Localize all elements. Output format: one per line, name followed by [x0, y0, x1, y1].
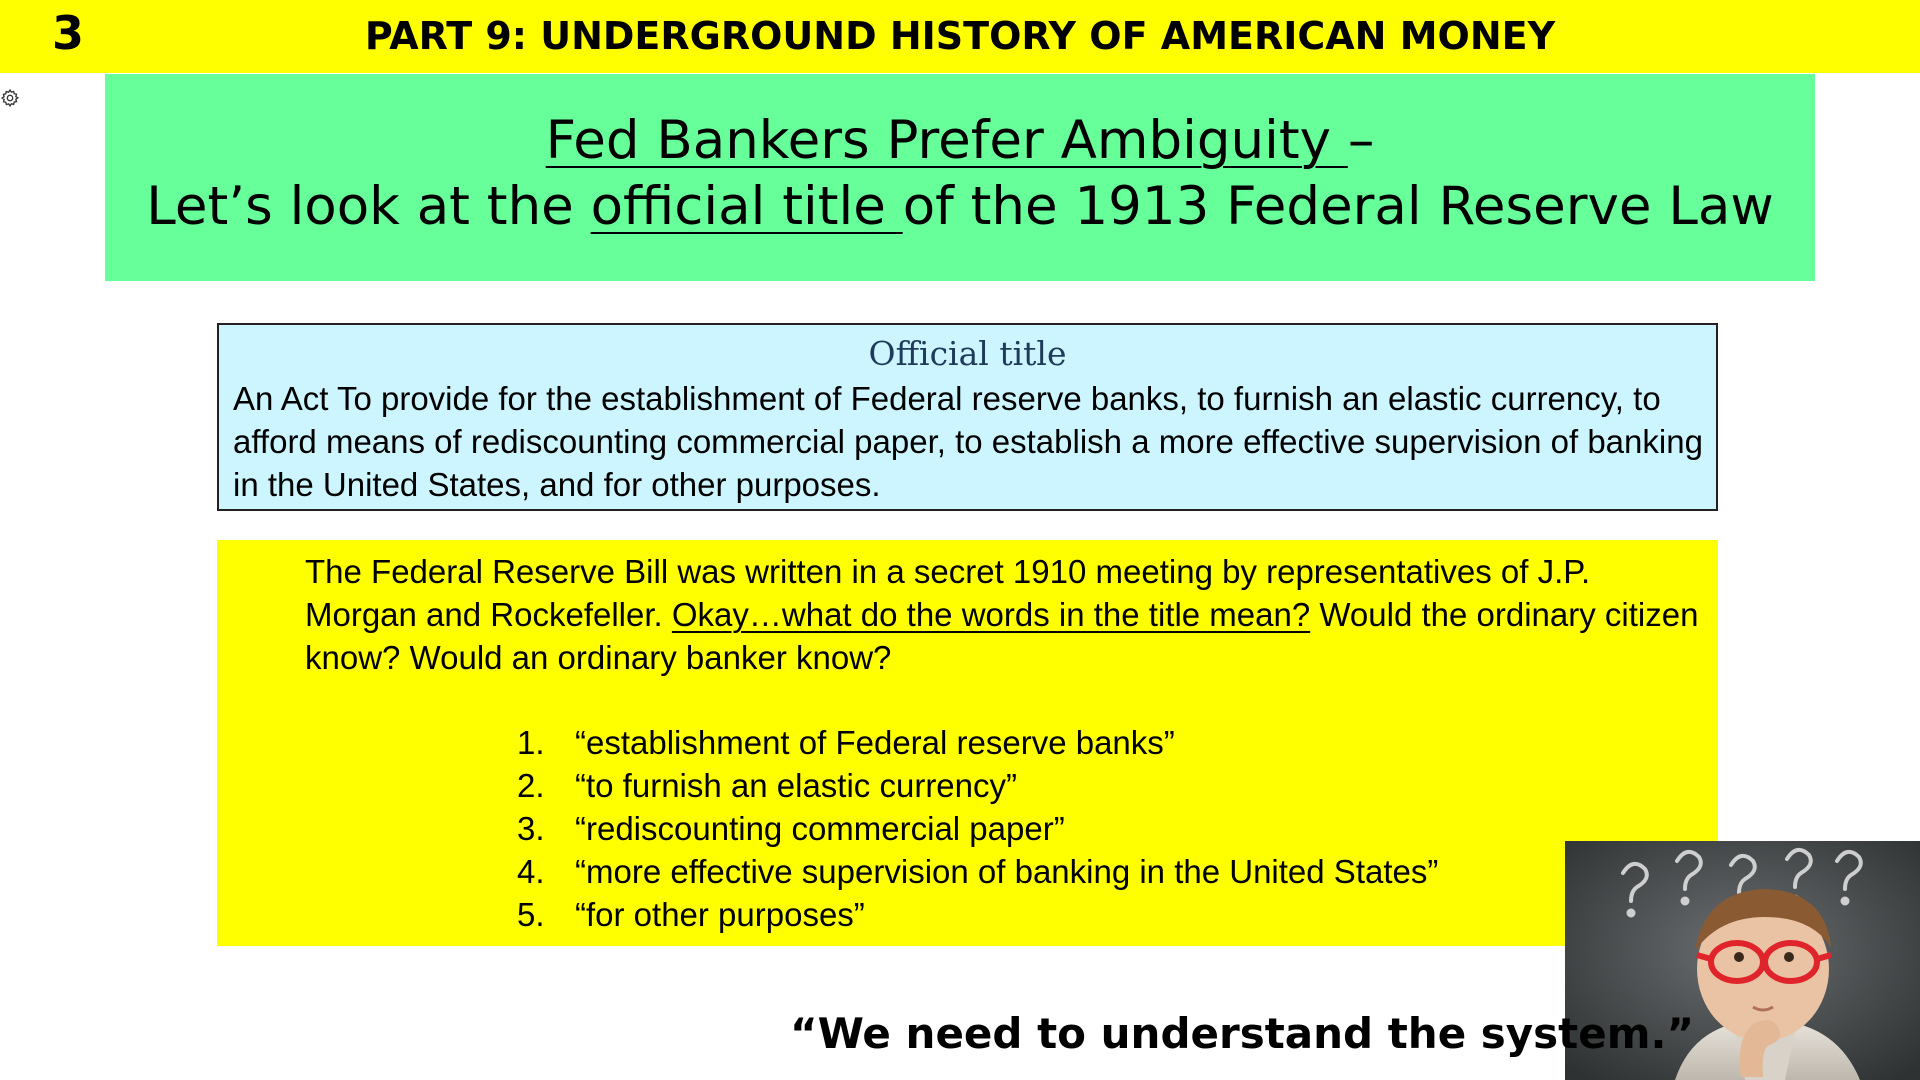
list-item-text: “rediscounting commercial paper” [575, 810, 1065, 847]
list-item-text: “establishment of Federal reserve banks” [575, 724, 1175, 761]
official-title-box [217, 323, 1718, 511]
headline-line-2 [105, 176, 1815, 237]
official-title-heading: Official title [868, 334, 1067, 373]
headline-suffix: of the 1913 Federal Reserve Law [902, 176, 1774, 237]
title-phrase-list [517, 721, 1438, 936]
gear-icon[interactable] [0, 86, 20, 110]
list-item-number: 5. [517, 896, 545, 933]
headline-official-title: official title [590, 176, 903, 237]
slide-number: 3 [52, 6, 85, 60]
list-item-number: 4. [517, 853, 545, 890]
part-title: PART 9: UNDERGROUND HISTORY OF AMERICAN MONEY [364, 14, 1556, 58]
list-item [517, 893, 1438, 936]
list-item-number: 2. [517, 767, 545, 804]
commentary-paragraph [305, 550, 1705, 679]
official-title-text: An Act To provide for the establishment of Federal reserve banks, to furnish an elastic currency, to afford means of rediscounting commercial paper, to establish a more effective supervision of banking in the United States, and for other purposes. [233, 380, 1703, 503]
list-item-text: “to furnish an elastic currency” [575, 767, 1018, 804]
headline-dash: – [1347, 110, 1375, 171]
commentary-intro: The Federal Reserve Bill was written in a secret 1910 meeting by representatives of J.P. Morgan and Rockefeller. [305, 553, 1591, 633]
commentary-followup: Would the ordinary citizen know? Would an ordinary banker know? [305, 596, 1699, 676]
headline-box [105, 74, 1815, 281]
list-item [517, 764, 1438, 807]
headline-prefix: Let’s look at the [146, 176, 591, 237]
list-item [517, 850, 1438, 893]
list-item-number: 1. [517, 724, 545, 761]
headline-ambiguity: Fed Bankers Prefer Ambiguity [545, 110, 1348, 171]
list-item-text: “for other purposes” [575, 896, 865, 933]
list-item [517, 721, 1438, 764]
header-banner [0, 0, 1920, 73]
list-item [517, 807, 1438, 850]
headline-line-1 [105, 110, 1815, 171]
closing-quote: “We need to understand the system.” [790, 1009, 1695, 1058]
list-item-text: “more effective supervision of banking in the United States” [575, 853, 1439, 890]
commentary-box [217, 540, 1718, 946]
commentary-question: Okay…what do the words in the title mean? [671, 596, 1311, 633]
list-item-number: 3. [517, 810, 545, 847]
